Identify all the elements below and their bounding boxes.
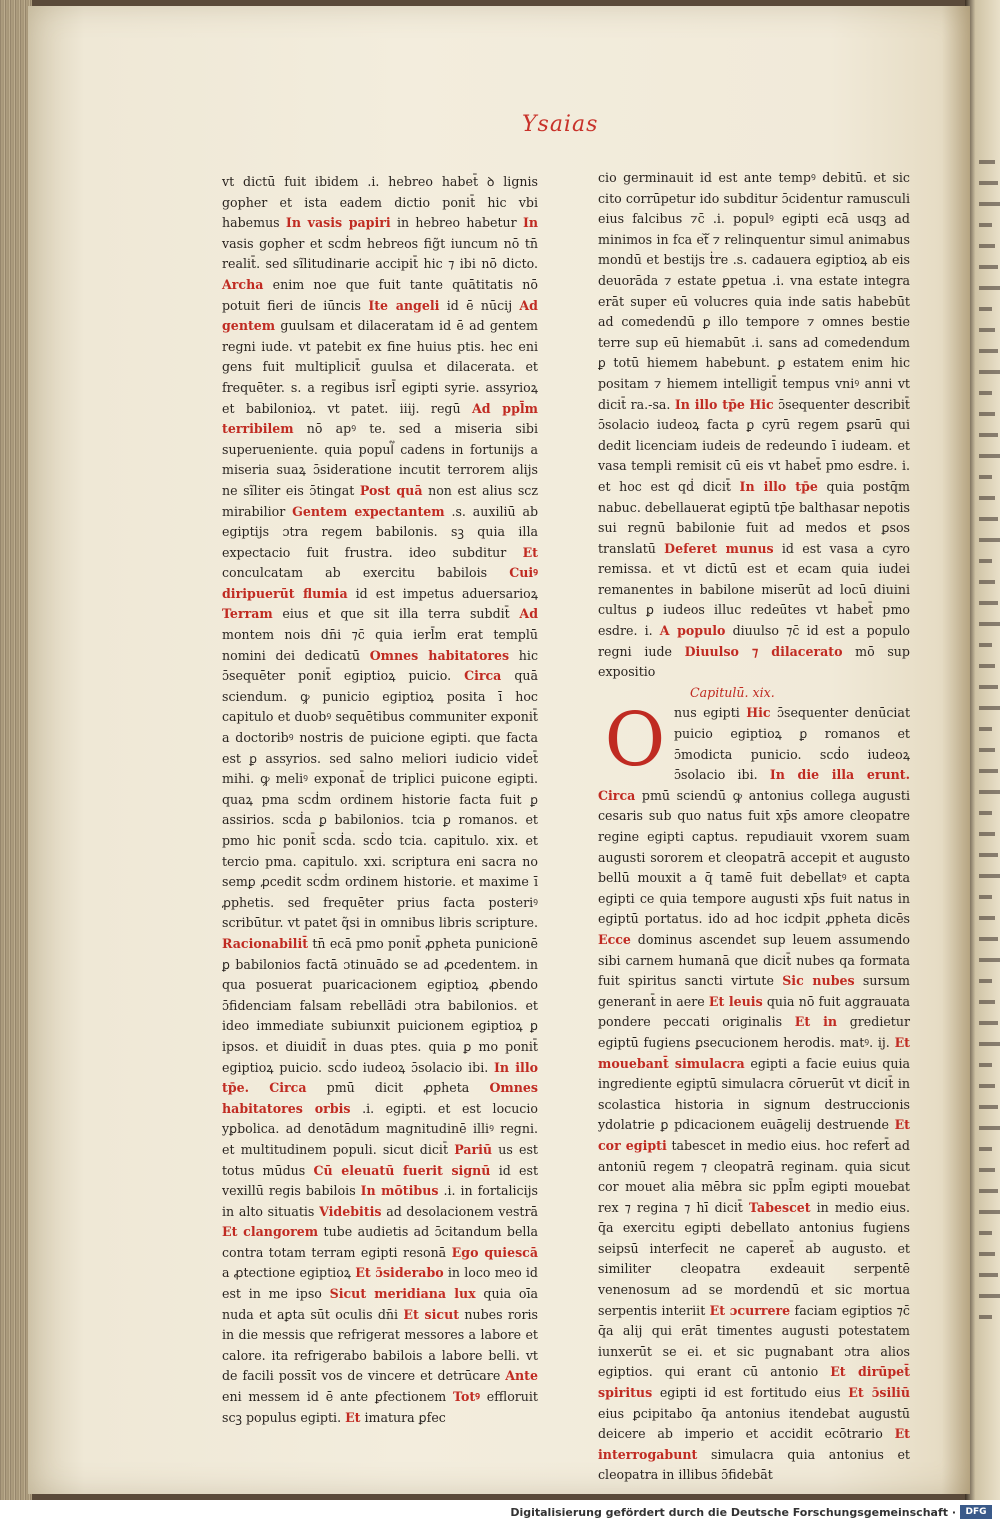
adjacent-text-line (979, 1147, 992, 1151)
text-column-right (598, 168, 910, 1486)
adjacent-text-line (979, 811, 992, 815)
text-run: cio germinauit id est ante tempꝰ debitū. et sic cito corrūpetur ido subditur ɔ̄cidentur ramusculi eius falcibus ⁊c̄ .i. populꝰ egipti ecā usqꝫ ad minimos in fca etᷓ ⁊ relinquentur simul animabus mondū et bestijs ṫre .s. cadauera egiptioꝝ ab eis deuorāda ⁊ estate ꝑpetua .i. vna estate integra erāt super eū volucres quia inde satis habebūt ad comedendū ꝑ illo tempore ⁊ omnes bestie terre sup eū hiemabūt .i. sans ad comedendum ꝑ totū hiemem habebunt. ꝑ estatem enim hic positam ⁊ hiemem intelligit̄ tempus vniꝰ anni vt dicit̄ ra.-sa. (598, 170, 910, 412)
rubric-lemma: In mōtibus (360, 1183, 439, 1199)
text-run: eni messem id ē ante ꝑfectionem (222, 1389, 454, 1405)
decorated-initial: O (604, 697, 666, 784)
rubric-lemma: Et in (794, 1014, 838, 1030)
adjacent-text-line (979, 475, 992, 479)
adjacent-text-line (979, 1294, 1000, 1298)
rubric-lemma: Ad gentem (222, 297, 538, 334)
text-run: quia oīa nuda et aꝑta sūt oculis dn̄i (222, 1286, 538, 1322)
adjacent-text-line (979, 685, 998, 689)
adjacent-page-edge (965, 0, 1000, 1500)
adjacent-text-line (979, 496, 995, 500)
text-run: quia nō fuit aggrauata pondere peccati originalis (598, 993, 910, 1030)
text-run: egipti a facie euius quia ingrediente egiptū simulacra cōruerūt vt dicit̄ in scolastica historia in signum destruccionis ydolatrie ꝑ pdicacionem euāgelij destruende (598, 1055, 910, 1133)
adjacent-text-line (979, 1063, 992, 1067)
text-run: id est vasa a cyro remissa. et vt dictū est et ecam quia iudei remanentes in babilone miserūt ad locū diuini cultus ꝑ iudeos illuc redeūtes vt habet̄ pmo esdre. i. (598, 540, 910, 639)
text-run: .i. in fortalicijs in alto situatis (222, 1183, 538, 1219)
adjacent-text-line (979, 1042, 1000, 1046)
adjacent-text-line (979, 307, 992, 311)
text-run: ɔ̄sequenter describit̄ ɔ̄solacio iudeoꝝ facta ꝑ cyrū regem ꝑsarū qui dedit licenciam iudeis de redeundo ī iudeam. et vasa templi remisit cū eis vt habet̄ pmo esdre. i. et hoc est qḋ dicit̄ (598, 396, 910, 494)
text-run: eius et que sit illa terra subdit̄ (272, 606, 520, 622)
adjacent-text-line (979, 895, 992, 899)
adjacent-text-line (979, 580, 995, 584)
text-run: in medio eius. q̄a exercitu egipti debellato antonius fugiens seipsū interfecit ne caperet̄ ab augusto. et similiter cleopatra exdeauit serpentē venenosum ad se mordendū et sic mortua serpentis interiit (598, 1199, 910, 1318)
rubric-lemma: Et sicut (403, 1306, 460, 1322)
text-run: effloruit scꝫ populus egipti. (222, 1389, 538, 1425)
rubric-lemma: Cū eleuatū fuerit signū (313, 1162, 491, 1178)
adjacent-text-line (979, 601, 998, 605)
rubric-lemma: Omnes habitatores orbis (222, 1080, 538, 1116)
text-run: hic ɔ̄sequēter ponit̄ egiptioꝝ puicio. (222, 647, 538, 684)
adjacent-text-line (979, 790, 1000, 794)
adjacent-text-line (979, 559, 992, 563)
funding-credit: Digitalisierung gefördert durch die Deutsche Forschungsgemeinschaft · (510, 1506, 956, 1519)
adjacent-text-line (979, 265, 998, 269)
adjacent-text-line (979, 517, 998, 521)
adjacent-text-line (979, 706, 1000, 710)
adjacent-text-line (979, 874, 1000, 878)
text-run: vt dictū fuit ibidem .i. hebreo habet̄ ꝺ lignis gopher et ista eadem dictio ponit̄ hic vbi habemus (222, 174, 538, 231)
text-run: pmū sciendū ꝙ antonius collega augusti cesaris sub quo natus fuit xp̄s amore cleopatre regine egipti captus. repudiauit vxorem suam augusti sororem et cleopatrā accepit et augusto bellū mouxit a q̄ tamē fuit debellatꝰ et capta egipti ce quia tempore augusti xp̄s fuit natus in egiptū portatus. ido ad hoc icdpit ꝓpheta dicēs (598, 787, 910, 927)
rubric-lemma: In die illa erunt. (769, 767, 910, 783)
rubric-lemma: In illo tp̄e (674, 396, 745, 412)
rubric-lemma: Et cor egipti (598, 1117, 910, 1153)
rubric-lemma: Post quā (359, 482, 423, 498)
rubric-lemma: Ego quiescā (451, 1244, 539, 1260)
adjacent-text-line (979, 832, 995, 836)
running-head: Ysaias (522, 112, 599, 137)
rubric-lemma: Et ɔ̄siderabo (355, 1265, 444, 1281)
text-run: egipti id est fortitudo eius (652, 1385, 849, 1401)
chapter-heading: Capitulū. xix. (690, 684, 775, 700)
rubric-lemma: Ad ppl̄m terribilem (222, 400, 538, 437)
text-run: dominus ascendet sup leuem assumendo sibi carnem humanā que dicit̄ nubes qa formata fuit spiritus sancti virtute (598, 931, 910, 989)
column-text (598, 168, 910, 683)
adjacent-text-line (979, 538, 1000, 542)
rubric-lemma: Ante (505, 1368, 538, 1384)
rubric-lemma: Et (522, 544, 538, 560)
text-run: diuulso ⁊c̄ id est a populo regni iude (598, 623, 910, 659)
text-run: enim noe que fuit tante quātitatis nō potuit fieri de iūncis (222, 276, 538, 313)
rubric-lemma: Et interrogabunt (598, 1426, 910, 1462)
rubric-lemma: Et dirūpet̄ spiritus (598, 1364, 910, 1401)
rubric-lemma: Cuiꝰ diripuerūt flumia (222, 565, 538, 601)
text-run: id ē nūcij (439, 297, 520, 313)
chapter-text (598, 697, 910, 1486)
adjacent-text-line (979, 664, 995, 668)
rubric-lemma: Circa (598, 787, 636, 803)
rubric-lemma: Terram (222, 606, 273, 622)
rubric-lemma: Et ɔ̄siliū (848, 1385, 910, 1401)
adjacent-text-line (979, 1000, 995, 1004)
adjacent-text-line (979, 286, 1000, 290)
rubric-lemma: Ad (519, 606, 538, 622)
text-run: conculcatam ab exercitu babilois (222, 565, 510, 581)
adjacent-text-line (979, 1273, 998, 1277)
rubric-lemma: Circa (269, 1080, 307, 1096)
rubric-lemma: Sic nubes (782, 973, 855, 989)
adjacent-text-line (979, 328, 995, 332)
adjacent-text-line (979, 1189, 998, 1193)
adjacent-text-line (979, 1210, 1000, 1214)
text-run: mō sup expositio (598, 643, 910, 680)
rubric-lemma: Sicut meridiana lux (329, 1286, 476, 1302)
adjacent-text-line (979, 1315, 992, 1319)
rubric-lemma: In illo tp̄e. (222, 1059, 539, 1096)
text-run: gredietur egiptū fugiens ꝑsecucionem herodis. matꝰ. ij. (598, 1014, 910, 1050)
text-run: simulacra quia antonius et cleopatra in illibus ɔ̄fidebāt (598, 1446, 910, 1483)
text-run: nubes roris in die messis que refrigerat messores a labore et calore. ita refrigerabo babilois a labore belli. vt de facili possīt vos de vincere et detrūcare (222, 1306, 538, 1384)
rubric-lemma: Omnes habitatores (369, 647, 510, 663)
text-run: sursum generant̄ in aere (598, 973, 910, 1009)
adjacent-text-line (979, 160, 995, 164)
rubric-lemma: Et clangorem (222, 1224, 319, 1240)
text-run: imatura ꝑfec (360, 1409, 446, 1425)
rubric-lemma: Diuulso ⁊ dilacerato (684, 643, 843, 659)
rubric-lemma: Hic (746, 705, 771, 721)
text-run: quā sciendum. ꝙ punicio egiptioꝝ posita ī hoc capitulo et duobꝰ sequētibus communiter exponit̄ a doctoribꝰ nostris de puicione egipti. que facta est ꝑ assyrios. sed salno meliori iudicio videt̄ mihi. ꝙ meliꝰ exponat̄ de triplici puicone egipti. quaꝝ pma scḋm ordinem historie facta fuit ꝑ assirios. scḋa ꝑ babilonios. tcia ꝑ romanos. et pmo hic ponit̄ scḋa. scḋo tcia. capitulo. xix. et tercio pma. capitulo. xxi. scriptura eni sacra no semꝑ ꝓcedit scḋm ordinem historie. et maxime ī ꝓphetis. sed frequēter prius facta posteriꝰ scribūtur. vt patet q̃si in omnibus libris scripture. (222, 668, 538, 931)
adjacent-text-line (979, 349, 998, 353)
adjacent-text-line (979, 1021, 998, 1025)
adjacent-text-line (979, 1084, 995, 1088)
adjacent-text-line (979, 1252, 995, 1256)
adjacent-text-line (979, 748, 995, 752)
text-run: .i. egipti. et est locucio yꝑbolica. ad denotādum magnitudinē illiꝰ regni. et multitudinem populi. sicut dicit̄ (222, 1100, 538, 1157)
text-run: in loco meo id est in me ipso (222, 1265, 538, 1302)
rubric-lemma: Ecce (598, 931, 631, 947)
adjacent-text-line (979, 979, 992, 983)
text-run: .s. auxiliū ab egiptijs ɔtra regem babilonis. sꝫ quia illa expectacio fuit frustra. ideo subditur (222, 503, 539, 560)
rubric-lemma: Circa (464, 668, 502, 684)
text-run: nō apꝰ te. sed a miseria sibi superueniente. quia popul᷑ cadens in fortunijs a miseria suaꝝ ɔ̄sideratione incutit terrorem alijs ne sĩliter eis ɔ̄tingat (222, 421, 538, 498)
rubric-lemma: A populo (659, 623, 726, 639)
adjacent-text-line (979, 223, 992, 227)
rubric-lemma: Hic (749, 396, 774, 412)
adjacent-text-line (979, 202, 1000, 206)
text-run: ɔ̄sequenter denūciat puicio egiptioꝝ ꝑ romanos et ɔ̄modicta punicio. scḋo iudeoꝝ ɔ̄solacio ibi. (674, 705, 910, 783)
rubric-lemma: Videbitis (319, 1203, 382, 1219)
digitization-footer (0, 1500, 1000, 1525)
adjacent-text-line (979, 433, 998, 437)
text-run: vasis gopher et scḋm hebreos fig̃t iuncum nō tn̄ realit̄. sed sĩlitudinarie accipit̄ hic ⁊ ibi nō dicto. (222, 235, 538, 272)
rubric-lemma: Et ɔcurrere (709, 1302, 791, 1318)
adjacent-text-line (979, 1105, 998, 1109)
text-run: in hebreo habetur (390, 215, 523, 231)
text-run: non est alius scz mirabilior (222, 482, 538, 519)
text-run: nus egipti (674, 705, 747, 721)
adjacent-text-line (979, 643, 992, 647)
adjacent-text-line (979, 1168, 995, 1172)
text-run: a ꝓtectione egiptioꝝ (222, 1265, 356, 1281)
text-run (249, 1080, 269, 1095)
adjacent-text-line (979, 622, 1000, 626)
adjacent-text-line (979, 391, 992, 395)
rubric-lemma: Et mouebant̄ simulacra (598, 1034, 910, 1071)
rubric-lemma: Et leuis (708, 993, 763, 1009)
text-run: tn̄ ecā pmo ponit̄ ꝓpheta punicionē ꝑ babilonios factā ɔtinuādo se ad ꝓcedentem. in qua posuerat puaricacionem egiptioꝝ ꝓbendo ɔ̄fidenciam falsam rebellādi ɔtra babilonios. et ideo immediate subiunxit puicionem egiptioꝝ ꝑ ipsos. et diuidit̄ in duas ptes. quia ꝑ mo ponit̄ egiptioꝝ puicio. scḋo iudeoꝝ ɔ̄solacio ibi. (222, 935, 538, 1075)
rubric-lemma: Gentem expectantem (292, 503, 445, 519)
text-run: faciam egiptios ⁊c̄ q̄a alij qui erāt timentes augusti potestatem iunxerūt se ei. et sic pugnabant ɔtra alios egiptios. qui erant cū antonio (598, 1302, 910, 1380)
text-column-left (222, 172, 538, 1428)
text-run: quia postq̄m nabuc. debellauerat egiptū tp̄e balthasar nepotis sui regnū babilonie fuit ad medos et ꝑsos translatū (598, 478, 910, 556)
adjacent-text-line (979, 916, 995, 920)
adjacent-text-line (979, 181, 998, 185)
rubric-lemma: In vasis papiri (285, 215, 391, 231)
column-text (222, 172, 538, 1428)
rubric-lemma: Pariū (454, 1141, 493, 1157)
text-run: id est impetus aduersarioꝝ (347, 585, 539, 601)
text-run: id est vexillū regis babilois (222, 1162, 539, 1199)
adjacent-text-line (979, 1231, 992, 1235)
adjacent-text-line (979, 937, 998, 941)
adjacent-text-line (979, 454, 1000, 458)
rubric-lemma: Ite angeli (368, 297, 440, 313)
adjacent-text-line (979, 727, 992, 731)
text-run: ad desolacionem vestrā (381, 1203, 538, 1219)
rubric-lemma: In (522, 215, 538, 231)
rubric-lemma: Archa (222, 276, 264, 292)
text-run: tabescet in medio eius. hoc refert̄ ad antoniū regem ⁊ cleopatrā reginam. quia sicut cor mouet alia mēbra sic ppl̄m egipti mouebat rex ⁊ regina ⁊ hī dicit̄ (598, 1137, 910, 1215)
rubric-lemma: Tabescet (748, 1199, 811, 1215)
adjacent-text-line (979, 412, 995, 416)
adjacent-text-line (979, 244, 995, 248)
rubric-lemma: Totꝰ (453, 1389, 480, 1405)
rubric-lemma: Deferet munus (664, 540, 774, 556)
text-run: eius ꝑcipitabo q̄a antonius itendebat augustū deicere ab imperio et accidit ecōtrario (598, 1405, 910, 1442)
text-run: us est totus mūdus (222, 1141, 538, 1178)
text-run: montem nois dn̄i ⁊c̄ quia ierl̄m erat templū nomini dei dedicatū (222, 627, 538, 663)
dfg-logo: DFG (960, 1505, 992, 1519)
adjacent-text-line (979, 769, 998, 773)
rubric-lemma: Racionabilit̄ (222, 935, 309, 951)
rubric-lemma: In illo tp̄e (739, 478, 818, 494)
adjacent-text-line (979, 958, 1000, 962)
adjacent-text-line (979, 853, 998, 857)
rubric-lemma: Et (345, 1409, 361, 1425)
text-run: tube audietis ad ɔ̄citandum bella contra totam terram egipti resonā (222, 1224, 538, 1260)
text-run: guulsam et dilaceratam id ē ad gentem regni iude. vt patebit ex fine huius ptis. hec eni gens fuit multiplicit̄ guulsa et dilacerata. et frequēter. s. a regibus isrl̄ egipti syrie. assyrioꝝ et babilonioꝝ. vt patet. iiij. regū (222, 318, 538, 416)
text-run: pmū dicit ꝓpheta (306, 1080, 490, 1096)
adjacent-text-line (979, 370, 1000, 374)
adjacent-text-line (979, 1126, 1000, 1130)
